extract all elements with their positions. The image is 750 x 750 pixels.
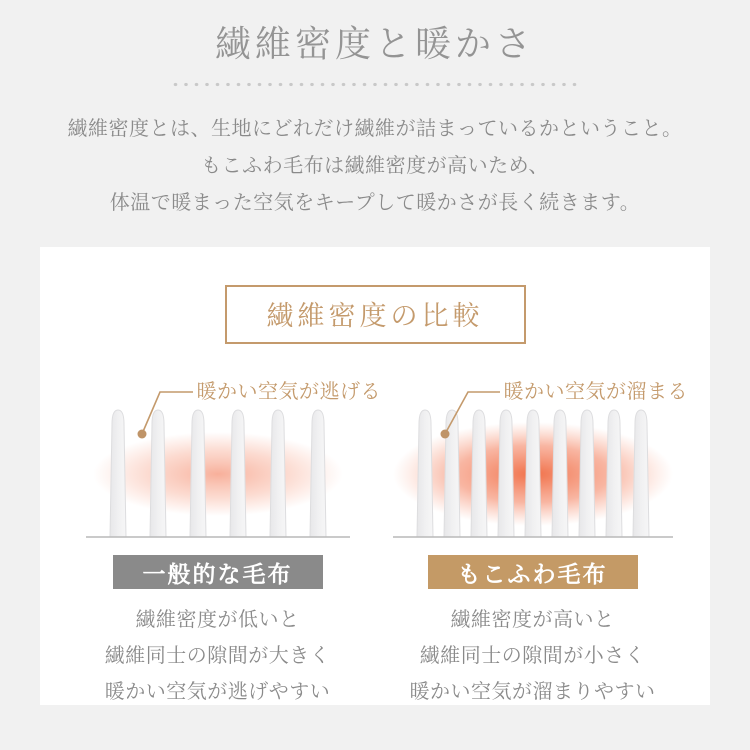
desc-line: 繊維同士の隙間が大きく xyxy=(104,645,331,667)
fiber-spike xyxy=(230,410,246,537)
fiber-spike xyxy=(633,410,649,537)
description-generic-blanket xyxy=(68,602,368,710)
column-generic-blanket xyxy=(68,370,381,710)
fiber-spike xyxy=(417,410,433,537)
callout-warm-air-stays: 暖かい空気が溜まる xyxy=(503,381,688,403)
page-title: 繊維密度と暖かさ xyxy=(214,24,535,64)
desc-line: 繊維密度が低いと xyxy=(135,609,300,631)
intro-line: 繊維密度とは、生地にどれだけ繊維が詰まっているかということ。 xyxy=(67,118,683,140)
fiber-spike xyxy=(110,410,126,537)
fiber-spike xyxy=(444,410,460,537)
intro-line: 体温で暖まった空気をキープして暖かさが長く続きます。 xyxy=(109,192,641,214)
fiber-spike xyxy=(498,410,514,537)
callout-warm-air-escapes: 暖かい空気が逃げる xyxy=(196,381,381,403)
fiber-spike xyxy=(525,410,541,537)
column-mokofuwa-blanket xyxy=(383,370,688,710)
description-mokofuwa-blanket xyxy=(383,602,683,710)
comparison-columns xyxy=(40,370,710,710)
label-generic-blanket: 一般的な毛布 xyxy=(113,555,323,589)
comparison-heading-box xyxy=(225,285,526,344)
comparison-card xyxy=(40,247,710,705)
fiber-spike xyxy=(150,410,166,537)
callout-leader-line xyxy=(142,392,193,434)
fiber-spike xyxy=(606,410,622,537)
callout-dot-icon xyxy=(137,430,146,439)
callout-dot-icon xyxy=(440,430,449,439)
fiber-spike xyxy=(471,410,487,537)
fiber-spike xyxy=(270,410,286,537)
dotted-divider xyxy=(170,82,580,87)
comparison-heading: 繊維密度の比較 xyxy=(266,301,484,331)
intro-paragraph xyxy=(0,111,750,222)
label-mokofuwa-blanket: もこふわ毛布 xyxy=(428,555,638,589)
desc-line: 繊維密度が高いと xyxy=(450,609,615,631)
fiber-illustration-dense xyxy=(383,370,688,545)
intro-line: もこふわ毛布は繊維密度が高いため、 xyxy=(201,155,549,177)
desc-line: 暖かい空気が溜まりやすい xyxy=(409,681,656,703)
fiber-spike xyxy=(552,410,568,537)
desc-line: 暖かい空気が逃げやすい xyxy=(104,681,331,703)
warm-air-glow xyxy=(93,432,343,516)
fiber-spike xyxy=(310,410,326,537)
desc-line: 繊維同士の隙間が小さく xyxy=(419,645,646,667)
fiber-spike xyxy=(190,410,206,537)
fiber-spike xyxy=(579,410,595,537)
fiber-illustration-sparse xyxy=(68,370,381,545)
